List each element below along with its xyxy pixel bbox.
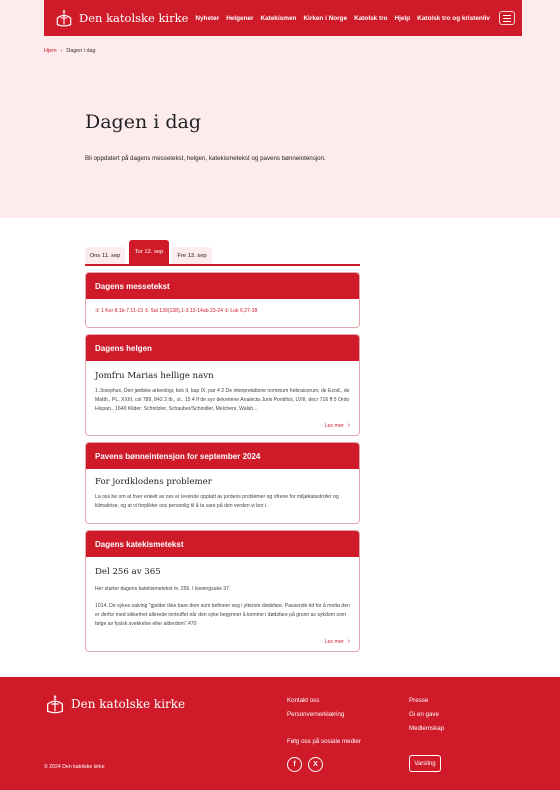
- menu-icon-line: [503, 18, 511, 19]
- footer-link-contact[interactable]: Kontakt oss: [287, 697, 320, 704]
- prayer-text: La oss be om at hver enkelt av oss er levende opptatt av jordens problemer og ofrene for miljøkatastrofer og klimakrise, og at vi forplikter oss personlig til å ta vare på den verden vi bor i.: [95, 494, 339, 509]
- social-media-label: Følg oss på sosiale medier: [287, 738, 361, 745]
- main-nav: [188, 11, 515, 25]
- saint-title: Jomfru Marias hellige navn: [95, 371, 214, 381]
- site-logo[interactable]: [54, 8, 188, 28]
- mass-readings-links[interactable]: ① 1 Kor 8,1b-7.11-13 ① Sal 139(138),1-3.13-14ab.23-24 ① Luk 6,27-38: [95, 308, 258, 314]
- site-header: [44, 0, 522, 36]
- card-saint: [85, 334, 360, 436]
- social-links: [287, 757, 323, 772]
- card-mass-text-body: [86, 299, 359, 322]
- card-saint-body: [86, 361, 359, 422]
- catechism-intro: Her starter dagens katekismetekst nr. 256. I leseingsuke 37.: [95, 586, 231, 592]
- catechism-read-more-link[interactable]: [325, 638, 350, 645]
- footer-link-membership[interactable]: Medlemskap: [409, 725, 445, 732]
- saint-text: 1 Josephus, Den jødiske arkeologi, bok II, kap IX, par 4 2 De interpretatione nominum hebraicorum, de Exod., de Matth., PL, XXIII, col 789, 842 3 Ib., xl., 15 4 If de syv dekretene Analecta Juris Pontificii, LVIII, decr 716 ff 5 Ordo Hispan., 1640 Kilder: Schnitzler, Schauber/Schindler, Melchers, Walsh...: [95, 388, 350, 412]
- nav-item-katolsk-tro-og-kristenliv[interactable]: Katolsk tro og kristenliv: [417, 14, 490, 22]
- copyright-text: © 2024 Den katolske kirke: [44, 764, 105, 770]
- nav-item-kirken-i-norge[interactable]: Kirken i Norge: [303, 14, 348, 22]
- nav-item-katolsk-tro[interactable]: Katolsk tro: [354, 14, 388, 22]
- day-tabs: [85, 242, 360, 266]
- chevron-right-icon: ›: [347, 422, 350, 429]
- chevron-right-icon: ›: [60, 48, 63, 54]
- card-saint-header: Dagens helgen: [86, 335, 359, 361]
- facebook-icon[interactable]: f: [287, 757, 302, 772]
- catechism-text: [95, 585, 350, 629]
- nav-item-katekismen[interactable]: Katekismen: [260, 14, 297, 22]
- nav-item-hjelp[interactable]: Hjelp: [394, 14, 411, 22]
- menu-icon-line: [503, 15, 511, 16]
- card-mass-text: [85, 272, 360, 328]
- report-button[interactable]: Varsling: [409, 755, 441, 772]
- read-more-label: Les mer: [324, 638, 344, 645]
- site-logo-text: Den katolske kirke: [79, 11, 189, 25]
- card-mass-text-header: Dagens messetekst: [86, 273, 359, 299]
- card-catechism-header: Dagens katekismetekst: [86, 531, 359, 557]
- card-catechism: [85, 530, 360, 652]
- tab-tor-12-sep[interactable]: Tor 12. sep: [129, 240, 169, 264]
- x-icon[interactable]: X: [308, 757, 323, 772]
- breadcrumb-current: Dagen i dag: [66, 48, 96, 54]
- saint-read-more-link[interactable]: [325, 422, 350, 429]
- tab-fre-13-sep[interactable]: Fre 13. sep: [172, 247, 212, 264]
- footer-link-donate[interactable]: Gi en gave: [409, 711, 439, 718]
- footer-logo[interactable]: [44, 693, 185, 715]
- church-emblem-icon: [44, 693, 66, 715]
- breadcrumb: [44, 48, 95, 54]
- page-title: Dagen i dag: [85, 111, 202, 133]
- page-intro: Bli oppdatert på dagens messetekst, helgen, katekismetekst og pavens bønneintensjon.: [85, 155, 326, 162]
- footer-logo-text: Den katolske kirke: [71, 697, 186, 711]
- read-more-label: Les mer: [324, 422, 344, 429]
- catechism-paragraph: 1014. De sykes salving "gjelder ikke bare dem som befinner seg i ytterste dødsfare. Passende tid for å motta den er derfor med sikkerhet allerede inntruffet når den syke begynner å komme i dødsfare på grunn av sykdom som følge av fysisk svekkelse eller alderdom".470: [95, 603, 350, 627]
- prayer-title: For jordklodens problemer: [95, 477, 212, 487]
- nav-item-helgener[interactable]: Helgener: [226, 14, 254, 22]
- tab-ons-11-sep[interactable]: Ons 11. sep: [85, 247, 125, 264]
- church-emblem-icon: [54, 8, 74, 28]
- card-prayer-body: [86, 469, 359, 519]
- catechism-title: Del 256 av 365: [95, 567, 161, 577]
- card-prayer-header: Pavens bønneintensjon for september 2024: [86, 443, 359, 469]
- card-catechism-body: [86, 557, 359, 637]
- site-footer: [0, 677, 560, 790]
- chevron-right-icon: ›: [347, 638, 350, 645]
- menu-icon-line: [503, 21, 511, 22]
- card-prayer-intention: [85, 442, 360, 524]
- nav-item-nyheter[interactable]: Nyheter: [195, 14, 220, 22]
- footer-link-privacy[interactable]: Personvernerklæring: [287, 711, 345, 718]
- breadcrumb-home-link[interactable]: Hjem: [44, 48, 57, 54]
- hamburger-menu-button[interactable]: [499, 11, 515, 25]
- footer-link-press[interactable]: Presse: [409, 697, 429, 704]
